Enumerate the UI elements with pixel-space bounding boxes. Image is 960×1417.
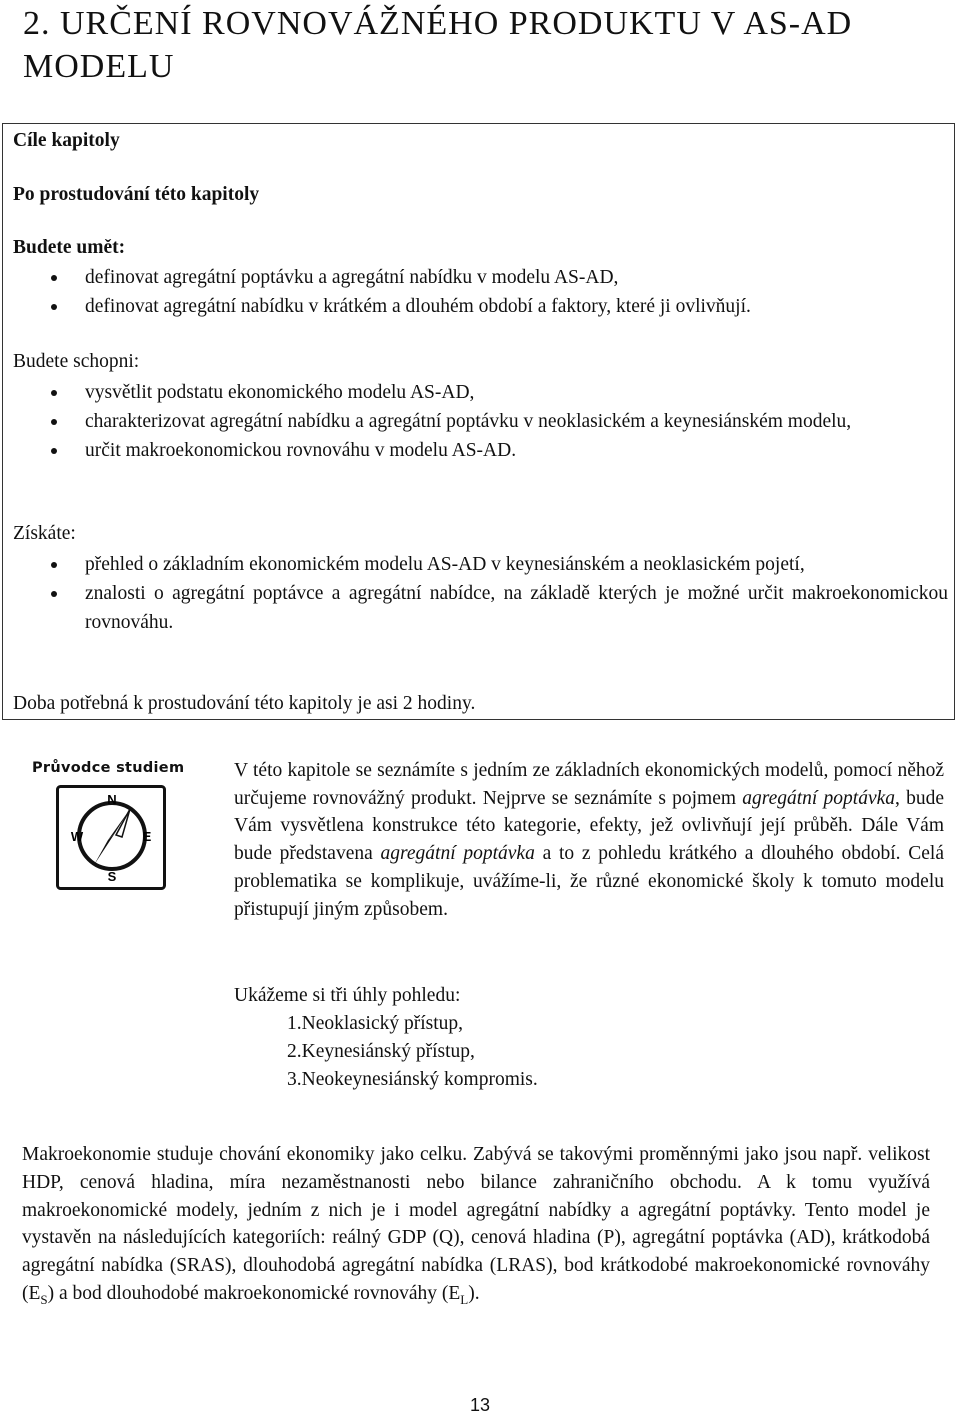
- can-heading: Budete umět:: [13, 237, 126, 258]
- svg-text:W: W: [70, 829, 84, 844]
- compass-icon: [56, 785, 166, 890]
- chapter-title: 2. URČENÍ ROVNOVÁŽNÉHO PRODUKTU V AS-AD MODELU: [23, 5, 853, 85]
- svg-text:N: N: [107, 792, 117, 807]
- svg-text:S: S: [107, 869, 117, 884]
- gain-list: [13, 550, 948, 637]
- approaches-list: [287, 1010, 538, 1094]
- list-item: definovat agregátní nabídku v krátkém a dlouhém období a faktory, které ji ovlivňují.: [13, 292, 948, 321]
- list-item: 2.Keynesiánský přístup,: [287, 1041, 475, 1062]
- svg-text:E: E: [142, 829, 152, 844]
- list-item: charakterizovat agregátní nabídku a agregátní poptávku v neoklasickém a keynesiánském modelu,: [13, 407, 948, 436]
- macroeconomics-paragraph: Makroekonomie studuje chování ekonomiky jako celku. Zabývá se takovými proměnnými jako jsou např. velikost HDP, cenová hladina, míra nezaměstnanosti nebo bilance zahraničního obchodu. A k tomu využívá makroekonomické modely, jedním z nich je i model agregátní nabídky a agregátní poptávky. Tento model je vystavěn na následujících kategoriích: reálný GDP (Q), cenová hladina (P), agregátní poptávka (AD), krátkodobá agregátní nabídka (SRAS), dlouhodobá agregátní nabídka (LRAS), bod krátkodobé makroekonomické rovnováhy $(E_S)$ a bod dlouhodobé makroekonomické rovnováhy $(E_L)$.: [22, 1144, 930, 1307]
- able-heading: Budete schopni:: [13, 351, 140, 372]
- study-guide-text: [234, 757, 944, 923]
- goals-heading: Cíle kapitoly: [13, 130, 120, 151]
- list-item: určit makroekonomickou rovnováhu v modelu AS-AD.: [13, 436, 948, 465]
- can-list: [13, 263, 948, 321]
- able-list: [13, 378, 948, 465]
- study-guide-paragraph: V této kapitole se seznámíte s jedním ze základních ekonomických modelů, pomocí něhož určujeme rovnovážný produkt. Nejprve se seznámíte s pojmem agregátní poptávka, bude Vám vysvětlena konstrukce této kategorie, efekty, jež ovlivňují její průběh. Dále Vám bude představena agregátní poptávka a to z pohledu krátkého a dlouhého období. Celá problematika se komplikuje, uvážíme-li, že různé ekonomické školy k tomuto modelu přistupují jiným způsobem.: [234, 760, 945, 920]
- list-item: znalosti o agregátní poptávce a agregátní nabídce, na základě kterých je možné určit makroekonomickou rovnováhu.: [13, 579, 948, 637]
- list-item: 1.Neoklasický přístup,: [287, 1013, 464, 1034]
- gain-heading: Získáte:: [13, 523, 76, 544]
- approaches-intro: Ukážeme si tři úhly pohledu:: [234, 985, 461, 1006]
- goals-subheading: Po prostudování této kapitoly: [13, 184, 260, 205]
- study-guide-label: Průvodce studiem: [32, 760, 185, 776]
- list-item: 3.Neokeynesiánský kompromis.: [287, 1069, 538, 1090]
- list-item: přehled o základním ekonomickém modelu AS-AD v keynesiánském a neoklasickém pojetí,: [13, 550, 948, 579]
- list-item: vysvětlit podstatu ekonomického modelu AS-AD,: [13, 378, 948, 407]
- page-number: 13: [469, 1395, 491, 1415]
- list-item: definovat agregátní poptávku a agregátní nabídku v modelu AS-AD,: [13, 263, 948, 292]
- study-duration: Doba potřebná k prostudování této kapitoly je asi 2 hodiny.: [13, 693, 476, 714]
- chapter-goals-box: [2, 123, 955, 720]
